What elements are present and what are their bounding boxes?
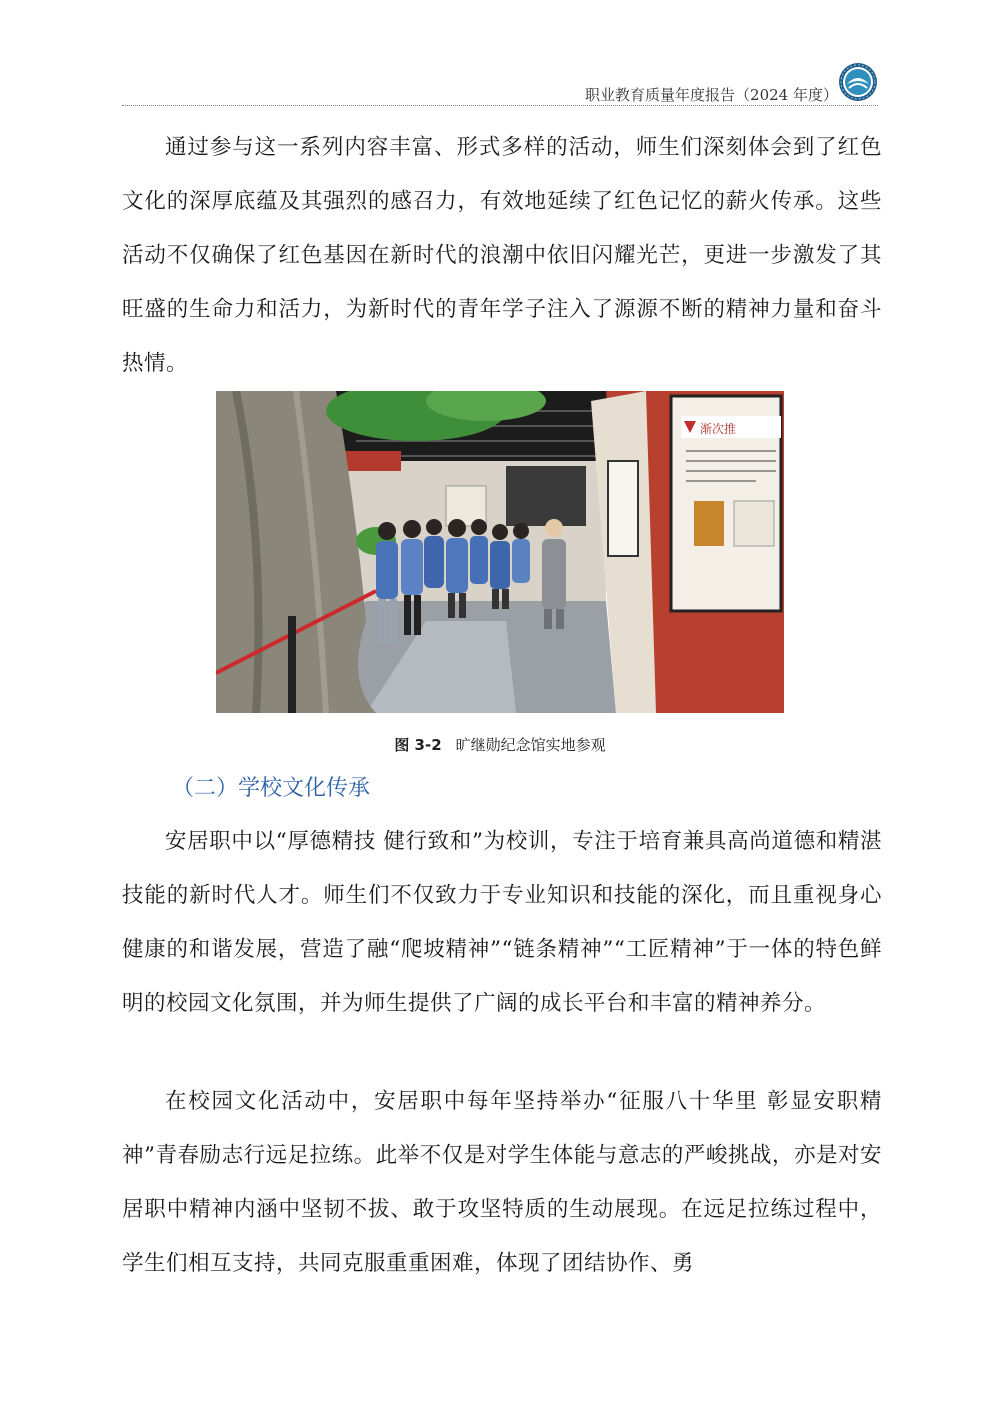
header-divider [122, 105, 878, 106]
school-logo-icon [838, 62, 878, 102]
museum-visit-photo [216, 391, 784, 713]
body-paragraph-school-motto: 安居职中以“厚德精技 健行致和”为校训，专注于培育兼具高尚道德和精湛技能的新时代人才。师生们不仅致力于专业知识和技能的深化，而且重视身心健康的和谐发展，营造了融“爬坡精神”“链条精神”“工匠精神”于一体的特色鲜明的校园文化氛围，并为师生提供了广阔的成长平台和丰富的精神养分。 [122, 829, 882, 1016]
figure-number: 图 3-2 [394, 736, 442, 754]
exhibit-panel-title: 渐次推 [700, 422, 737, 436]
figure-caption-text: 旷继勋纪念馆实地参观 [455, 736, 606, 754]
section-heading: （二）学校文化传承 [172, 776, 371, 801]
report-header-title: 职业教育质量年度报告（2024 年度） [585, 86, 838, 104]
figure-caption [0, 734, 1000, 755]
body-paragraph-hiking-activity: 在校园文化活动中，安居职中每年坚持举办“征服八十华里 彰显安职精神”青春励志行远足拉练。此举不仅是对学生体能与意志的严峻挑战，亦是对安居职中精神内涵中坚韧不拔、敢于攻坚特质的生动展现。在远足拉练过程中，学生们相互支持，共同克服重重困难，体现了团结协作、勇 [122, 1089, 882, 1276]
body-paragraph-red-culture: 通过参与这一系列内容丰富、形式多样的活动，师生们深刻体会到了红色文化的深厚底蕴及其强烈的感召力，有效地延续了红色记忆的薪火传承。这些活动不仅确保了红色基因在新时代的浪潮中依旧闪耀光芒，更进一步激发了其旺盛的生命力和活力，为新时代的青年学子注入了源源不断的精神力量和奋斗热情。 [122, 135, 882, 376]
